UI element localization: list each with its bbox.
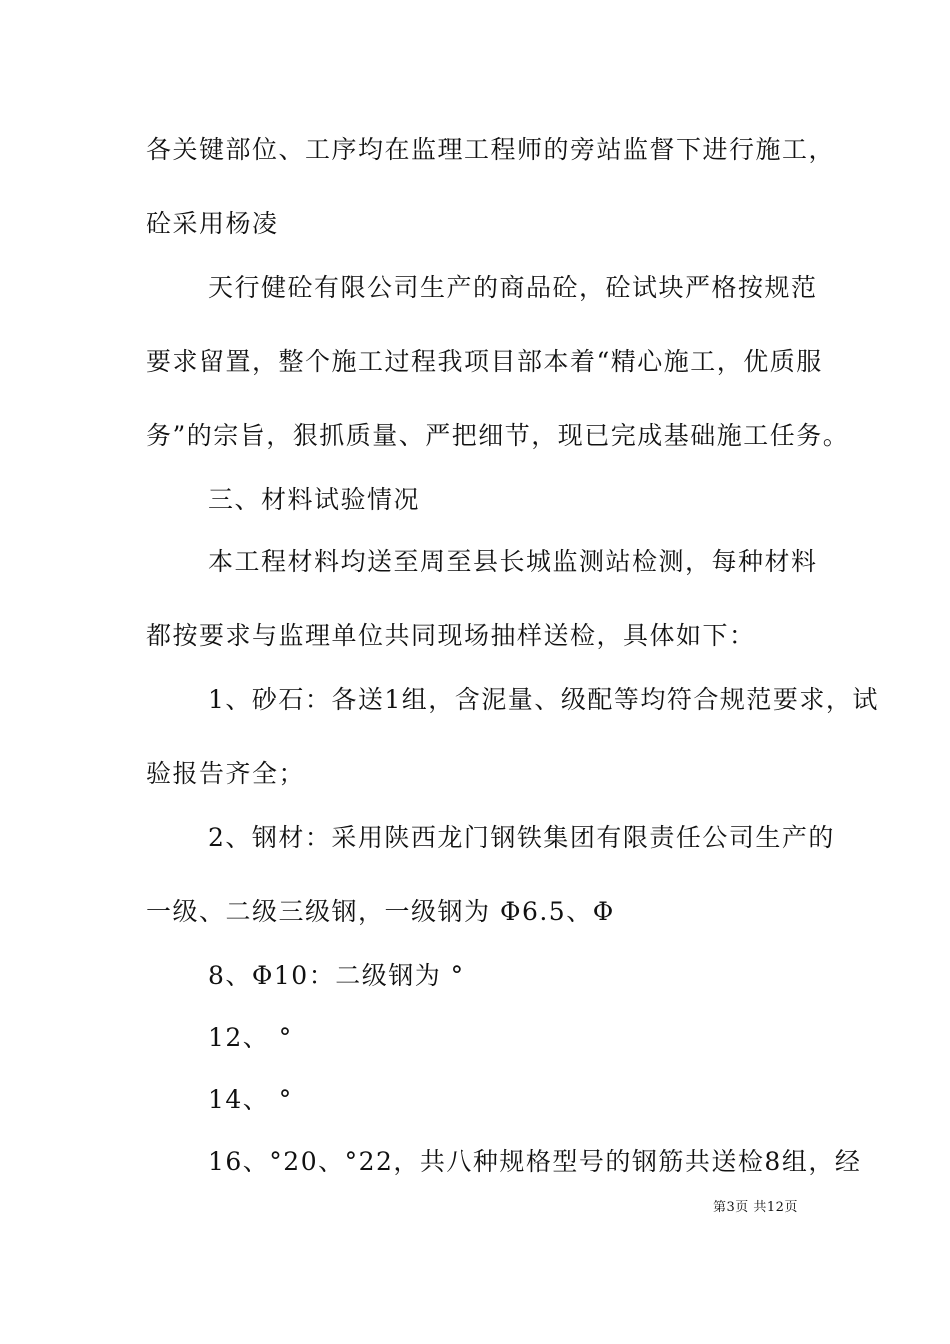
- page-number-footer: 第3页 共12页: [713, 1200, 798, 1215]
- steel-spec-line-3: 14、 °: [208, 1085, 293, 1114]
- steel-spec-line-2: 12、 °: [208, 1023, 293, 1052]
- section-heading-materials: 三、材料试验情况: [208, 485, 421, 514]
- paragraph-line-2: 砼采用杨凌: [146, 209, 279, 238]
- list-item-sand-stone-cont: 验报告齐全；: [146, 759, 306, 788]
- paragraph-line-4: 要求留置，整个施工过程我项目部本着“精心施工，优质服: [146, 347, 823, 376]
- steel-spec-line-4: 16、°20、°22，共八种规格型号的钢筋共送检8组，经: [208, 1147, 862, 1176]
- paragraph-line-7: 本工程材料均送至周至县长城监测站检测，每种材料: [208, 547, 818, 576]
- paragraph-line-1: 各关键部位、工序均在监理工程师的旁站监督下进行施工，: [146, 135, 836, 164]
- paragraph-line-8: 都按要求与监理单位共同现场抽样送检，具体如下：: [146, 621, 756, 650]
- paragraph-line-5: 务”的宗旨，狠抓质量、严把细节，现已完成基础施工任务。: [146, 421, 850, 450]
- list-item-sand-stone: 1、砂石：各送1组，含泥量、级配等均符合规范要求，试: [208, 685, 879, 714]
- list-item-steel: 2、钢材：采用陕西龙门钢铁集团有限责任公司生产的: [208, 823, 835, 852]
- steel-spec-line-1: 8、Φ10：二级钢为 °: [208, 961, 465, 990]
- list-item-steel-cont: 一级、二级三级钢，一级钢为 Φ6.5、Φ: [146, 897, 615, 926]
- paragraph-line-3: 天行健砼有限公司生产的商品砼，砼试块严格按规范: [208, 273, 818, 302]
